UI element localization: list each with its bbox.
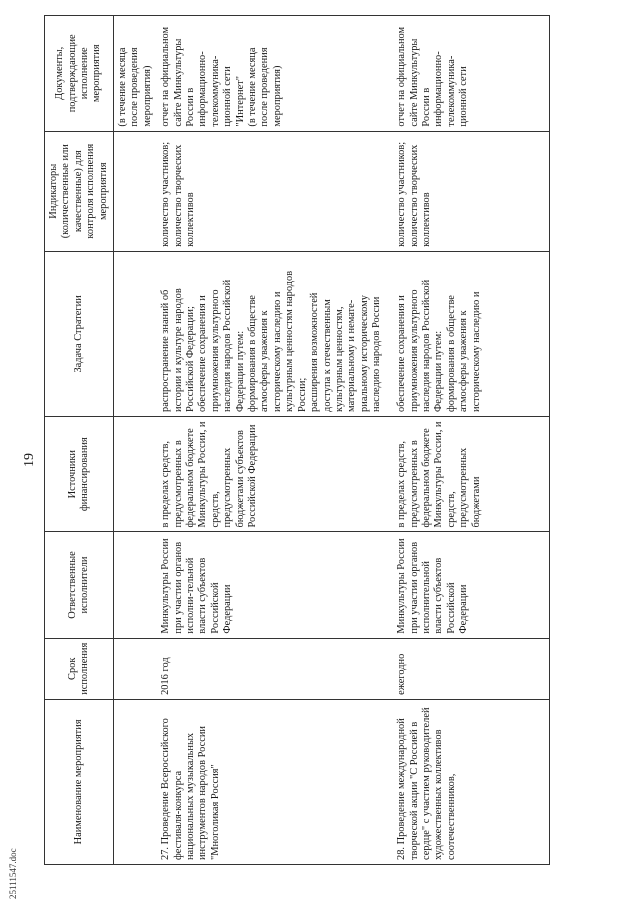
row-funding: в пределах средств, предусмотренных в федеральном бюджете Минкультуры России, и средств, предусмотренных бюджетами субъектов Российской Федерации bbox=[157, 416, 393, 532]
row-term: 2016 год bbox=[157, 638, 393, 699]
events-table bbox=[44, 15, 550, 865]
header-name: Наименование мероприятия bbox=[45, 699, 114, 864]
header-documents: Документы, подтверждающие исполнение мероприятия bbox=[45, 16, 114, 132]
page-number: 19 bbox=[22, 453, 37, 467]
row-number: 27. bbox=[160, 847, 172, 860]
header-indicators: Индикаторы (количественные или качественные) для контроля исполнения мероприятия bbox=[45, 131, 114, 251]
row-funding: в пределах средств, предусмотренных в федеральном бюджете Минкультуры России, и средств, предусмотренных бюджетами bbox=[393, 416, 550, 532]
row-name-cell bbox=[393, 699, 550, 864]
continued-documents-cell: (в течение месяца после проведения мероприятия) bbox=[114, 16, 158, 132]
header-funding: Источники финансирования bbox=[45, 416, 114, 532]
header-term: Срок исполнения bbox=[45, 638, 114, 699]
header-task: Задача Стратегии bbox=[45, 251, 114, 416]
header-responsible: Ответственные исполнители bbox=[45, 532, 114, 638]
row-responsible: Минкультуры России при участии органов исполнительной власти субъектов Российской Федерации bbox=[393, 532, 550, 638]
footer-filename: 25111547.doc bbox=[8, 848, 18, 899]
table-row bbox=[393, 16, 550, 865]
row-documents: отчет на официальном сайте Минкультуры России в информационно-телекоммуника-ционной сети "Интернет" (в течение месяца после проведения мероприятия) bbox=[157, 16, 393, 132]
row-name: Проведение Всероссийского фестиваля-конкурса национальных музыкальных инструментов народов России "Многоликая Россия" bbox=[160, 718, 221, 860]
row-documents: отчет на официальном сайте Минкультуры России в информационно-телекоммуника-ционной сети bbox=[393, 16, 550, 132]
row-name: Проведение международной творческой акции "С Россией в сердце" с участием руководителей художественных коллективов соотечественников, bbox=[396, 707, 457, 860]
table-row-continued bbox=[114, 16, 158, 865]
row-indicators: количество участников; количество творческих коллективов bbox=[393, 131, 550, 251]
table-header-row bbox=[45, 16, 114, 865]
table-row bbox=[157, 16, 393, 865]
row-indicators: количество участников; количество творческих коллективов bbox=[157, 131, 393, 251]
row-responsible: Минкультуры России при участии органов исполни-тельной власти субъектов Российской Федерации bbox=[157, 532, 393, 638]
row-task: обеспечение сохранения и приумножения культурного наследия народов Российской Федерации путем: формирования в обществе атмосферы уважения к историческому наследию и bbox=[393, 251, 550, 416]
row-task: распространение знаний об истории и культуре народов Российской Федерации; обеспечение сохранения и приумножения культурного наследия народов Российской Федерации путем: формирования в обществе атмосферы уважения к историческому наследию и культурным ценностям народов России; расширения возможностей доступа к отечественным культурным ценностям, материальному и немате-риальному историческому наследию народов России bbox=[157, 251, 393, 416]
row-term: ежегодно bbox=[393, 638, 550, 699]
row-number: 28. bbox=[396, 847, 408, 860]
row-name-cell bbox=[157, 699, 393, 864]
